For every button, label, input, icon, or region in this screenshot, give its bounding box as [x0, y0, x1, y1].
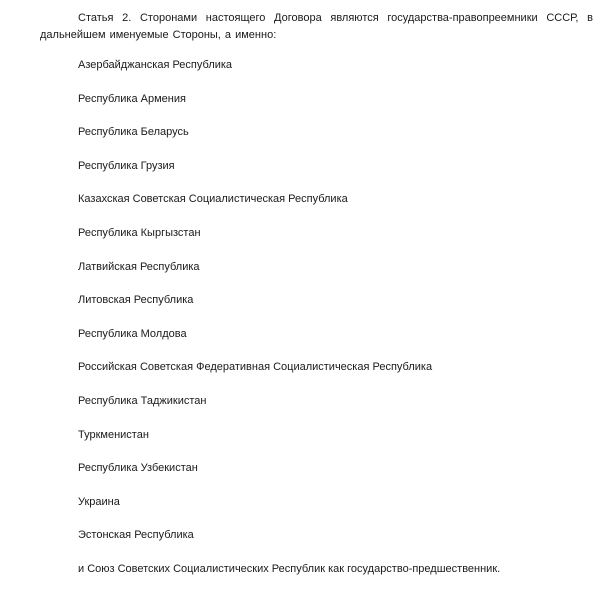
party-item: Азербайджанская Республика	[78, 59, 233, 71]
party-item: Туркменистан	[78, 428, 149, 441]
party-item: Республика Кыргызстан	[78, 226, 201, 239]
party-item: Украина	[78, 495, 120, 508]
party-item: Эстонская Республика	[78, 529, 194, 542]
party-item: Республика Молдова	[78, 327, 187, 340]
party-item: Казахская Советская Социалистическая Республика	[78, 193, 348, 206]
party-item: и Союз Советских Социалистических Республик как государство-предшественник.	[78, 562, 501, 575]
party-item: Республика Узбекистан	[78, 462, 198, 475]
article-intro-paragraph: Статья 2. Сторонами настоящего Договора являются государства-правопреемники СССР, в дальнейшем именуемые Стороны, а именно:	[40, 12, 593, 41]
parties-list	[78, 57, 500, 595]
party-item: Республика Таджикистан	[78, 394, 207, 407]
party-item: Латвийская Республика	[78, 260, 200, 273]
party-item: Литовская Республика	[78, 294, 194, 307]
party-item: Республика Грузия	[78, 159, 175, 172]
party-item: Республика Беларусь	[78, 126, 189, 139]
party-item: Республика Армения	[78, 92, 186, 105]
party-item: Российская Советская Федеративная Социалистическая Республика	[78, 361, 433, 374]
